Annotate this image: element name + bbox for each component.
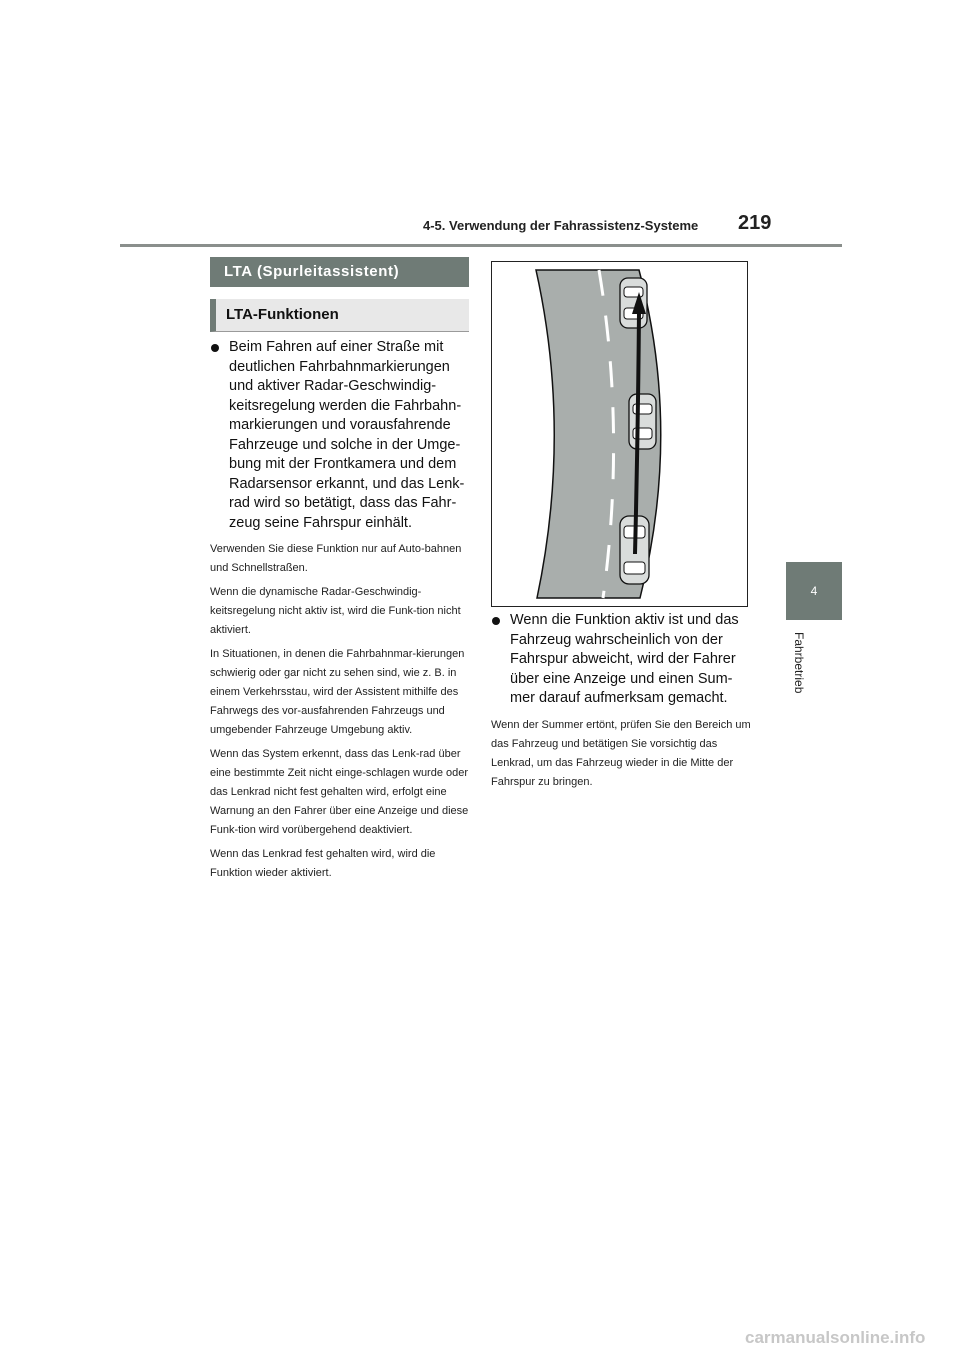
right-column [491, 611, 753, 797]
car-middle [629, 394, 656, 449]
body-paragraph: Wenn der Summer ertönt, prüfen Sie den Bereich um das Fahrzeug und betätigen Sie vorsichtig das Lenkrad, um das Fahrzeug wieder in die Mitte der Fahrspur zu bringen. [491, 718, 751, 788]
section-title: 4-5. Verwendung der Fahrassistenz-Systeme [423, 218, 699, 233]
bullet-text: Beim Fahren auf einer Straße mit deutlichen Fahrbahnmarkierungen und aktiver Radar-Geschwindig-keitsregelung werden die Fahrbahn-markierungen und vorausfahrende Fahrzeuge und solche in der Umge-bung mit der Frontkamera und dem Radarsensor erkannt, und das Lenk-rad wird so betätigt, dass das Fahr-zeug seine Fahrspur einhält. [229, 339, 465, 531]
chapter-name: Fahrbetrieb [792, 632, 806, 694]
sub-heading: LTA-Funktionen [210, 299, 469, 332]
bullet-icon [211, 344, 219, 352]
bullet-paragraph [210, 338, 472, 533]
car-front [620, 278, 647, 328]
bullet-paragraph [491, 611, 753, 709]
main-heading: LTA (Spurleitassistent) [210, 257, 469, 287]
lane-tracing-diagram-icon [492, 262, 747, 606]
bullet-icon [492, 617, 500, 625]
page-number: 219 [738, 212, 772, 234]
header-rule [120, 244, 842, 247]
bullet-text: Wenn die Funktion aktiv ist und das Fahrzeug wahrscheinlich von der Fahrspur abweicht, wird der Fahrer über eine Anzeige und einen Sum-mer darauf aufmerksam gemacht. [510, 612, 739, 706]
body-paragraph: Wenn die dynamische Radar-Geschwindig-keitsregelung nicht aktiv ist, wird die Funk-tion nicht aktiviert. [210, 586, 461, 636]
body-paragraph: Wenn das System erkennt, dass das Lenk-rad über eine bestimmte Zeit nicht einge-schlagen wurde oder das Lenkrad nicht fest gehalten wird, erfolgt eine Warnung an den Fahrer über eine Anzeige und diese Funk-tion wird vorübergehend deaktiviert. [210, 748, 469, 836]
body-paragraph: In Situationen, in denen die Fahrbahnmar-kierungen schwierig oder gar nicht zu sehen sind, wie z. B. in einem Verkehrsstau, wird der Assistent mithilfe des Fahrwegs des vor-ausfahrenden Fahrzeugs und umgebender Fahrzeuge Umgebung aktiv. [210, 648, 465, 736]
chapter-tab[interactable] [786, 562, 842, 620]
left-column [210, 338, 472, 888]
watermark: carmanualsonline.info [745, 1328, 926, 1347]
body-paragraph: Verwenden Sie diese Funktion nur auf Auto-bahnen und Schnellstraßen. [210, 543, 462, 574]
body-paragraph: Wenn das Lenkrad fest gehalten wird, wird die Funktion wieder aktiviert. [210, 848, 436, 879]
chapter-number: 4 [810, 584, 818, 598]
lane-tracing-figure [491, 261, 748, 607]
